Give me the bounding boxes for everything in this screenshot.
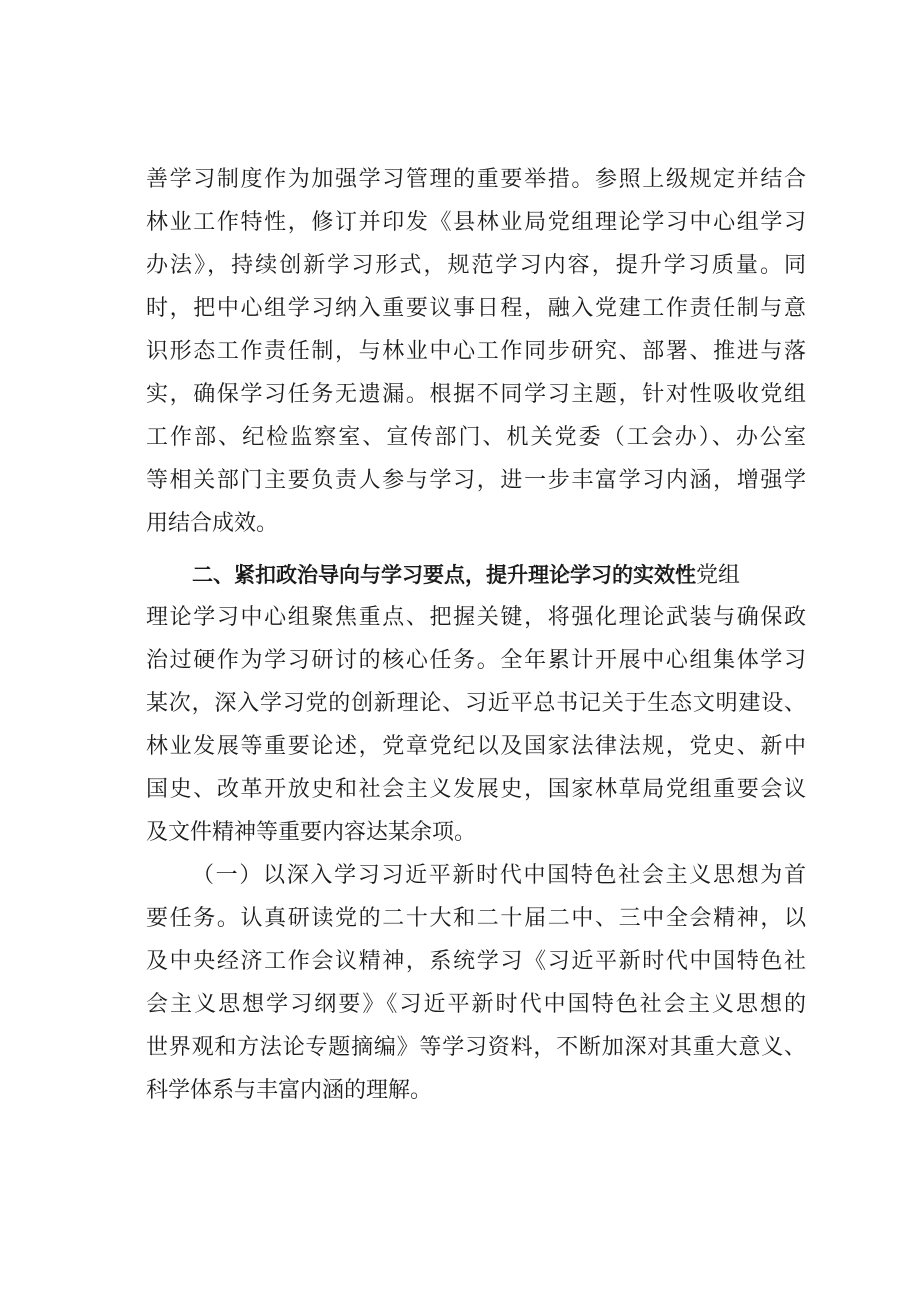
section-heading: 二、紧扣政治导向与学习要点，提升理论学习的实效性 — [192, 563, 696, 587]
text-line-last: 及文件精神等重要内容达某余项。 — [146, 820, 477, 845]
text-line: 林业工作特性，修订并印发《县林业局党组理论学习中心组学习 — [146, 210, 806, 235]
text-line: 治过硬作为学习研讨的核心任务。全年累计开展中心组集体学习 — [146, 648, 806, 673]
subsection-first-line: （一）以深入学习习近平新时代中国特色社会主义思想为首 — [192, 863, 806, 888]
text-line: 识形态工作责任制，与林业中心工作同步研究、部署、推进与落 — [146, 339, 806, 364]
text-line: 某次，深入学习党的创新理论、习近平总书记关于生态文明建设、 — [146, 691, 806, 716]
text-line: 国史、改革开放史和社会主义发展史，国家林草局党组重要会议 — [146, 777, 806, 802]
text-line: 办法》，持续创新学习形式，规范学习内容，提升学习质量。同 — [146, 253, 806, 278]
text-line-last: 用结合成效。 — [146, 511, 279, 536]
section-heading-line — [192, 555, 806, 595]
text-line: 要任务。认真研读党的二十大和二十届二中、三中全会精神，以 — [146, 906, 806, 931]
text-line: 实，确保学习任务无遗漏。根据不同学习主题，针对性吸收党组 — [146, 382, 806, 407]
text-line: 等相关部门主要负责人参与学习，进一步丰富学习内涵，增强学 — [146, 468, 806, 493]
text-line: 及中央经济工作会议精神，系统学习《习近平新时代中国特色社 — [146, 949, 806, 974]
text-line: 工作部、纪检监察室、宣传部门、机关党委（工会办）、办公室 — [146, 425, 806, 450]
text-line: 理论学习中心组聚焦重点、把握关键，将强化理论武装与确保政 — [146, 605, 806, 630]
text-line: 会主义思想学习纲要》《习近平新时代中国特色社会主义思想的 — [146, 992, 806, 1017]
text-line: 世界观和方法论专题摘编》等学习资料，不断加深对其重大意义、 — [146, 1035, 806, 1060]
text-line: 时，把中心组学习纳入重要议事日程，融入党建工作责任制与意 — [146, 296, 806, 321]
section-heading-tail: 党组 — [696, 563, 741, 588]
text-line-last: 科学体系与丰富内涵的理解。 — [146, 1078, 433, 1103]
text-line: 善学习制度作为加强学习管理的重要举措。参照上级规定并结合 — [146, 167, 806, 192]
text-line: 林业发展等重要论述，党章党纪以及国家法律法规，党史、新中 — [146, 734, 806, 759]
